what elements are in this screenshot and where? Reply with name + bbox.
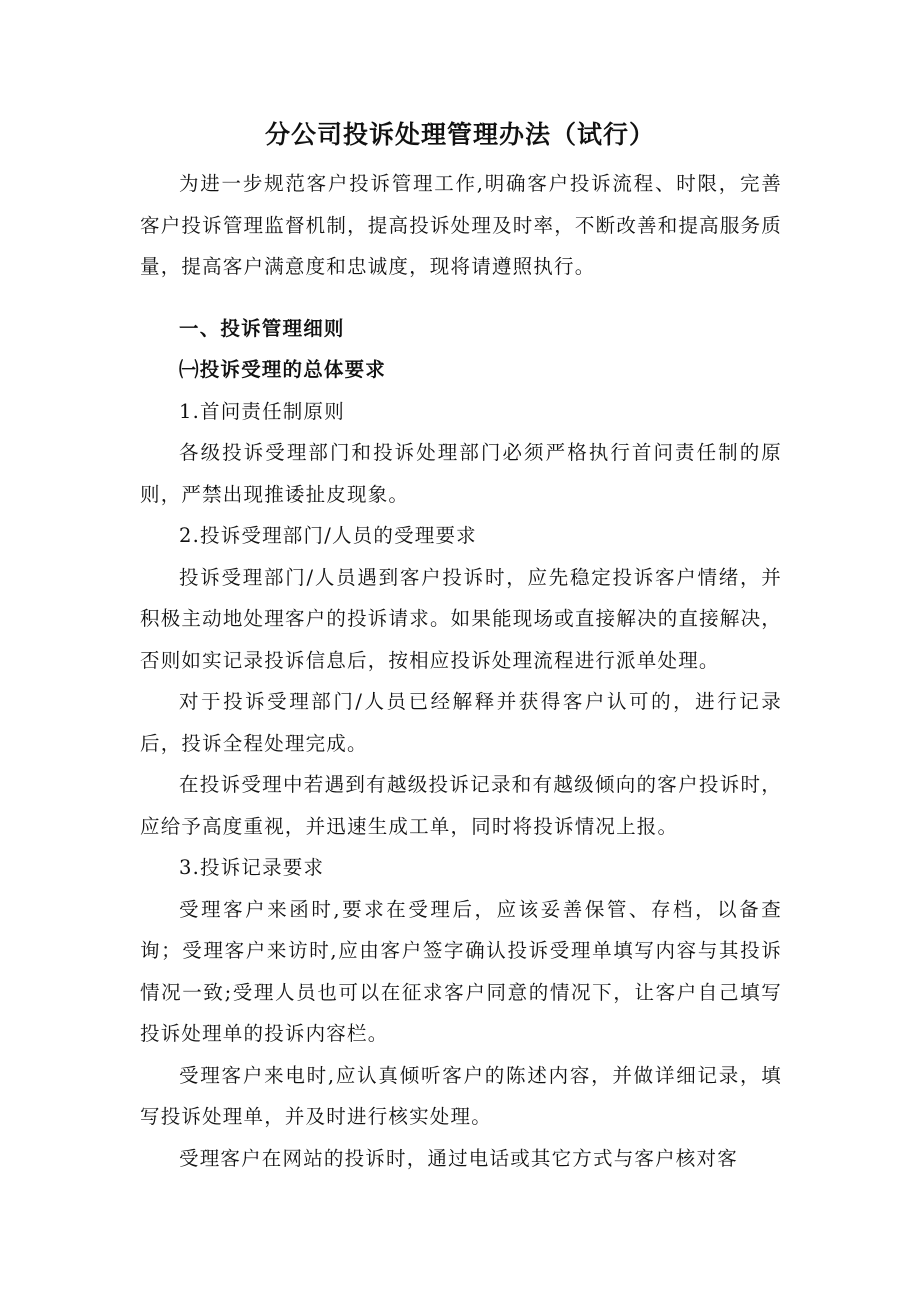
body-paragraph: 投诉受理部门/人员遇到客户投诉时，应先稳定投诉客户情绪，并积极主动地处理客户的投诉请求。如果能现场或直接解决的直接解决，否则如实记录投诉信息后，按相应投诉处理流程进行派单处理。 (140, 565, 782, 672)
item-heading: 1.首问责任制原则 (179, 399, 345, 423)
item-heading: 3.投诉记录要求 (179, 856, 325, 879)
body-paragraph: 在投诉受理中若遇到有越级投诉记录和有越级倾向的客户投诉时，应给予高度重视，并迅速生成工单，同时将投诉情况上报。 (140, 773, 782, 838)
intro-paragraph: 为进一步规范客户投诉管理工作,明确客户投诉流程、时限，完善客户投诉管理监督机制，提高投诉处理及时率，不断改善和提高服务质量，提高客户满意度和忠诚度，现将请遵照执行。 (140, 172, 782, 278)
body-paragraph: 受理客户来电时,应认真倾听客户的陈述内容，并做详细记录，填写投诉处理单，并及时进行核实处理。 (140, 1063, 782, 1128)
body-paragraph: 各级投诉受理部门和投诉处理部门必须严格执行首问责任制的原则，严禁出现推诿扯皮现象。 (140, 441, 782, 506)
document-body (140, 163, 782, 1179)
subsection-heading: ㈠投诉受理的总体要求 (179, 358, 387, 381)
body-paragraph: 对于投诉受理部门/人员已经解释并获得客户认可的，进行记录后，投诉全程处理完成。 (140, 690, 782, 755)
section-heading: 一、投诉管理细则 (179, 316, 345, 340)
body-paragraph: 受理客户来函时,要求在受理后，应该妥善保管、存档，以备查询；受理客户来访时,应由客户签字确认投诉受理单填写内容与其投诉情况一致;受理人员也可以在征求客户同意的情况下，让客户自己填写投诉处理单的投诉内容栏。 (140, 897, 782, 1045)
document-title: 分公司投诉处理管理办法（试行） (264, 120, 655, 149)
body-paragraph: 受理客户在网站的投诉时，通过电话或其它方式与客户核对客 (179, 1146, 738, 1170)
item-heading: 2.投诉受理部门/人员的受理要求 (179, 524, 477, 547)
